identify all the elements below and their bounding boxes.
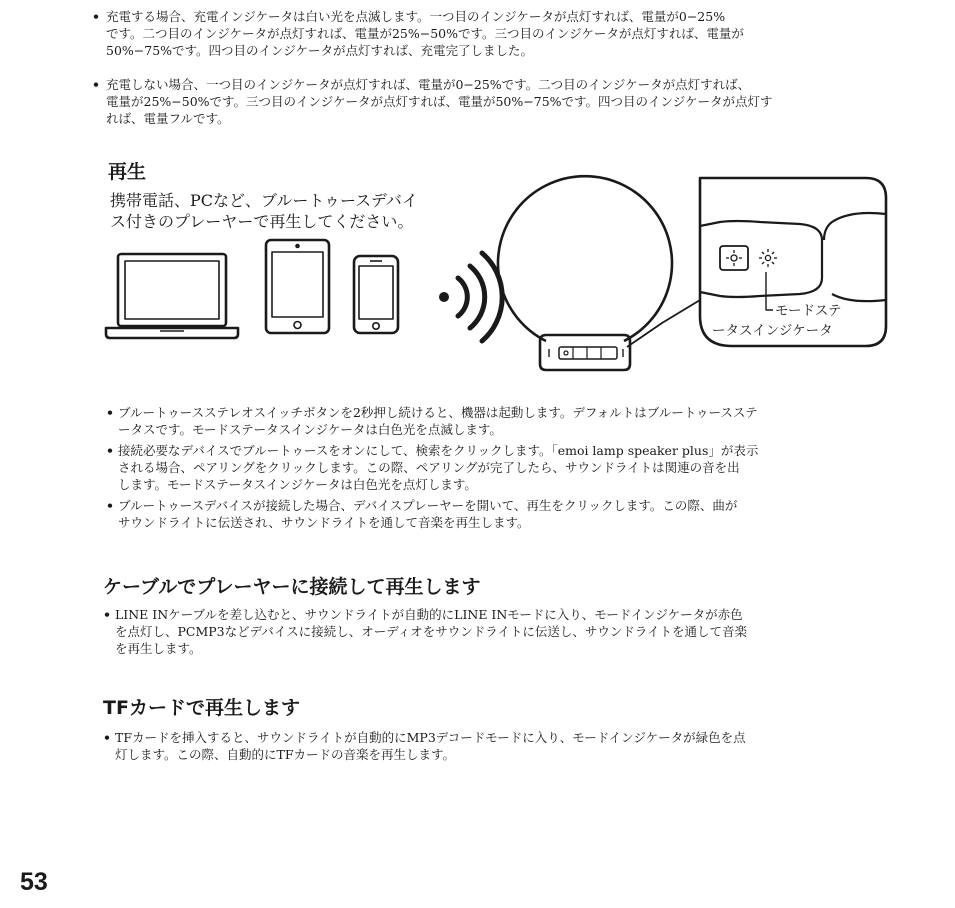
smartphone-icon — [354, 256, 398, 333]
bullet-dot: • — [92, 77, 100, 92]
cable-heading: ケーブルでプレーヤーに接続して再生します — [103, 576, 481, 598]
charging-note-2: • 充電しない場合、一つ目のインジケータが点灯すれば、電量が0−25%です。二つ目のインジケータが点灯すれば、 電量が25%−50%です。三つ目のインジケータが点灯すれば、電量が50%−75%です。四つ目のインジケータが点灯す れば、電量フルです。 — [92, 77, 773, 126]
play-bullet-1: • ブルートゥースステレオスイッチボタンを2秒押し続けると、機器は起動します。デフォルトはブルートゥースステ ータスです。モードステータスインジケータは白色光を点滅します。 — [106, 405, 758, 437]
charging-note-1: • 充電する場合、充電インジケータは白い光を点滅します。一つ目のインジケータが点灯すれば、電量が0−25% です。二つ目のインジケータが点灯すれば、電量が25%−50%です。三つ目のインジケータが点灯すれば、電量が 50%−75%です。四つ目のインジケータが点灯すれば、充電完了しました。 — [92, 9, 744, 58]
tablet-icon — [266, 240, 329, 333]
play-heading: 再生 — [108, 161, 147, 183]
sun-indicator-icon — [759, 249, 777, 267]
play-bullet-2: • 接続必要なデバイスでブルートゥースをオンにして、検索をクリックします。「emoi lamp speaker plus」が表示 される場合、ペアリングをクリックします。この際、ペアリングが完了したら、サウンドライトは関連の音を出 します。モードステータスインジケータは白色光を点灯します。 — [106, 443, 759, 492]
bullet-dot: • — [92, 9, 100, 24]
callout-label-1: モードステ — [775, 303, 842, 319]
tf-bullet-1: • TFカードを挿入すると、サウンドライトが自動的にMP3デコードモードに入り、モードインジケータが緑色を点 灯します。この際、自動的にTFカードの音楽を再生します。 — [103, 730, 746, 762]
cable-bullet-1: • LINE INケーブルを差し込むと、サウンドライトが自動的にLINE INモードに入り、モードインジケータが赤色 を点灯し、PCMP3などデバイスに接続し、オーディオをサウンドライトに伝送し、サウンドライトを通して音楽 を再生します。 — [103, 607, 748, 656]
speaker-lamp-icon — [498, 176, 672, 370]
mode-indicator-zoom — [700, 178, 886, 346]
play-intro: 携帯電話、PCなど、ブルートゥースデバイ ス付きのプレーヤーで再生してください。 — [110, 191, 418, 231]
wireless-signal-icon — [439, 253, 502, 341]
play-bullet-3: • ブルートゥースデバイスが接続した場合、デバイスプレーヤーを開いて、再生をクリックします。この際、曲が サウンドライトに伝送され、サウンドライトを通して音楽を再生します。 — [106, 498, 738, 530]
tf-heading: TFカードで再生します — [103, 697, 300, 719]
laptop-icon — [106, 254, 238, 338]
page-number: 53 — [20, 868, 48, 896]
callout-label-2: ータスインジケータ — [712, 323, 833, 339]
